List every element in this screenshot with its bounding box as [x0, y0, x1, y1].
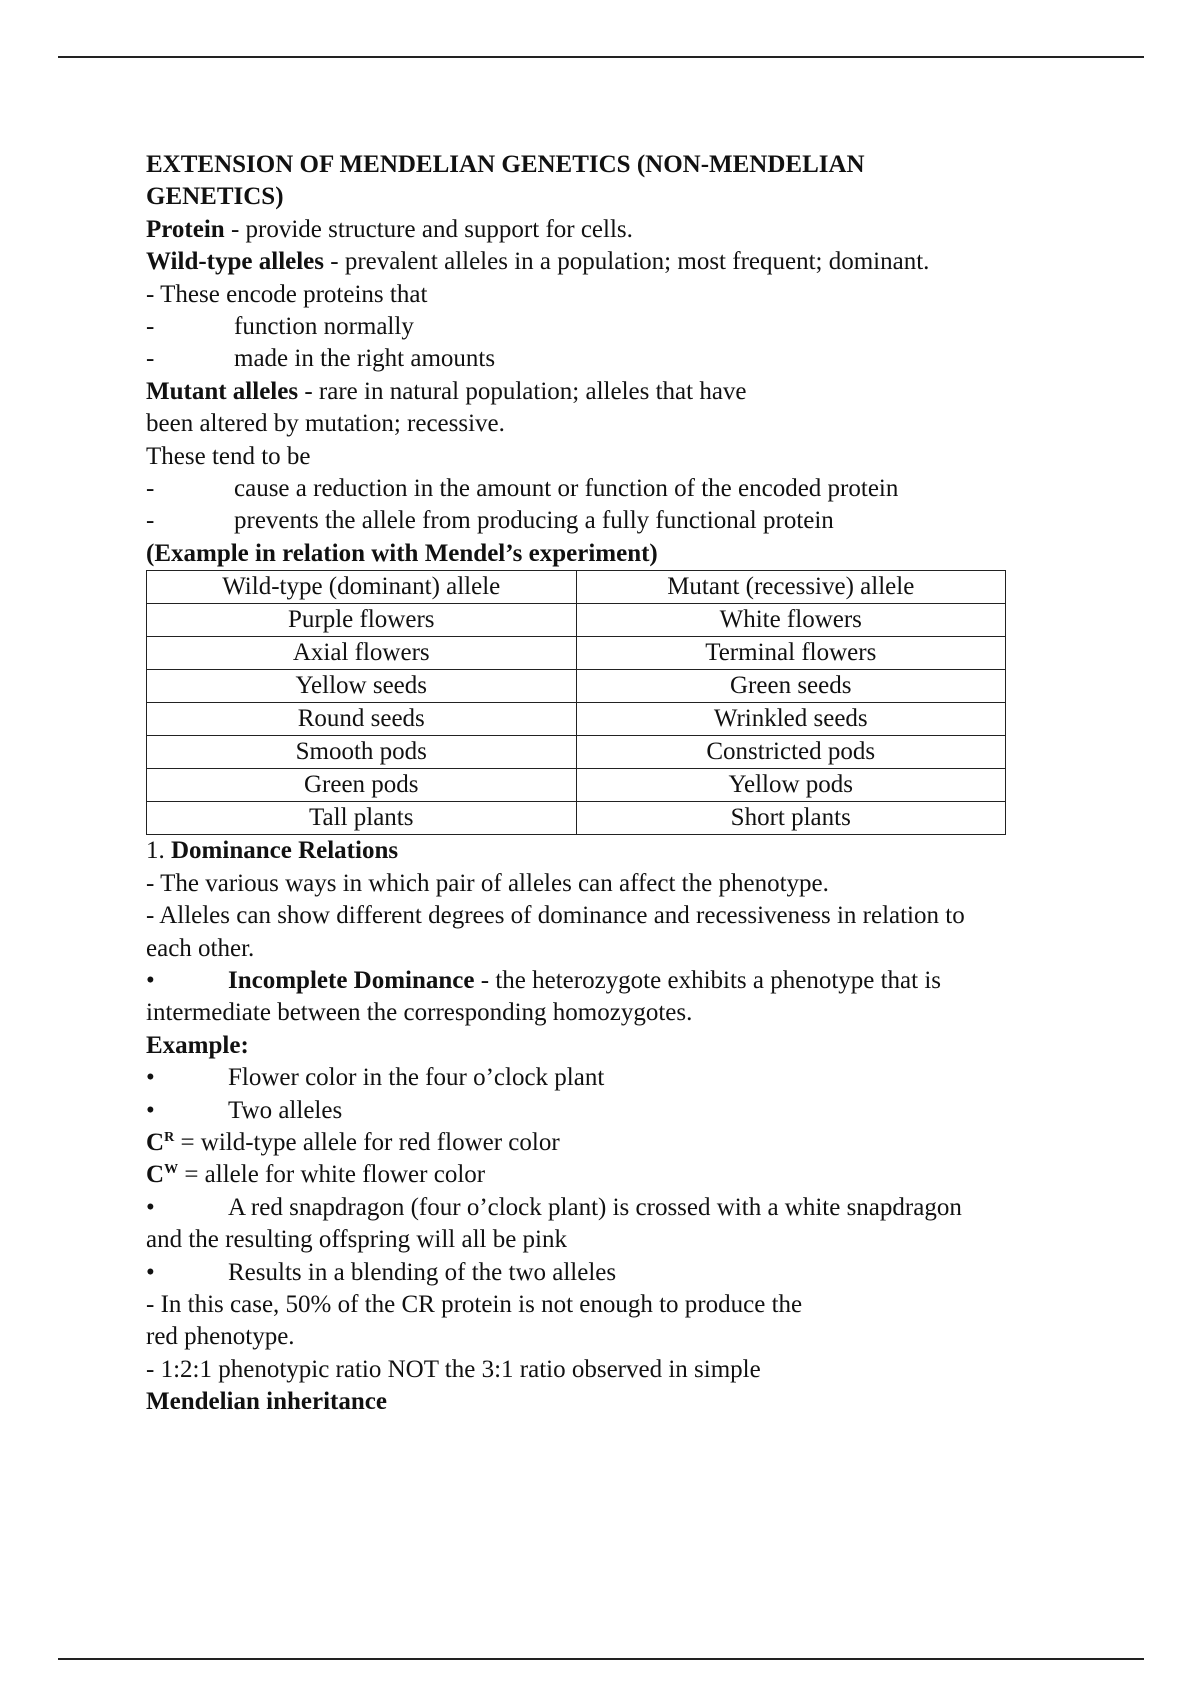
allele-cr-text: = wild-type allele for red flower color — [174, 1128, 560, 1156]
wildtype-point — [146, 311, 1106, 343]
example-heading — [146, 538, 1106, 570]
wildtype-point-text: function normally — [234, 313, 414, 341]
blend-bullet — [146, 1257, 1106, 1289]
wildtype-point — [146, 343, 1106, 375]
case-line-2: red phenotype. — [146, 1323, 295, 1351]
table-cell: Terminal flowers — [576, 637, 1006, 670]
ratio-continuation-text: Mendelian inheritance — [146, 1388, 387, 1416]
allele-cw-symbol: C — [146, 1161, 165, 1189]
mutant-point — [146, 473, 1106, 505]
incomplete-term: Incomplete Dominance — [228, 966, 475, 994]
example-bullet-text: Two alleles — [228, 1096, 343, 1124]
table-cell: Tall plants — [147, 802, 577, 835]
dash-marker: - — [146, 475, 155, 503]
table-cell: Round seeds — [147, 703, 577, 736]
allele-table — [146, 570, 1006, 835]
allele-cr-definition — [146, 1127, 1106, 1159]
incomplete-dominance-text — [228, 965, 941, 997]
document-title-line-2: GENETICS) — [146, 183, 284, 211]
table-cell: Purple flowers — [147, 604, 577, 637]
table-cell: Yellow seeds — [147, 670, 577, 703]
allele-cw-text: = allele for white flower color — [178, 1161, 486, 1189]
header-cell-wildtype: Wild-type (dominant) allele — [147, 571, 577, 604]
table-header-row — [147, 571, 1006, 604]
allele-cw-superscript: W — [164, 1162, 179, 1178]
bullet-marker: • — [146, 1064, 155, 1092]
cross-bullet — [146, 1192, 1106, 1224]
mutant-definition — [146, 376, 1106, 408]
example-bullet-text: Flower color in the four o’clock plant — [228, 1064, 605, 1092]
case-line-1: - In this case, 50% of the CR protein is not enough to produce the — [146, 1290, 803, 1318]
dominance-line-1: - The various ways in which pair of alleles can affect the phenotype. — [146, 869, 829, 897]
table-row — [147, 703, 1006, 736]
table-row — [147, 736, 1006, 769]
wildtype-text: - prevalent alleles in a population; most frequent; dominant. — [324, 248, 930, 276]
section-title: Dominance Relations — [171, 837, 399, 865]
cross-continuation: and the resulting offspring will all be pink — [146, 1226, 567, 1254]
bullet-marker: • — [146, 966, 155, 994]
table-cell: Axial flowers — [147, 637, 577, 670]
allele-cw-definition — [146, 1159, 1106, 1191]
allele-cr-superscript: R — [164, 1129, 175, 1145]
document-title-line-1: EXTENSION OF MENDELIAN GENETICS (NON-MENDELIAN — [146, 151, 865, 178]
table-row — [147, 802, 1006, 835]
mutant-point — [146, 505, 1106, 537]
cross-text: A red snapdragon (four o’clock plant) is crossed with a white snapdragon — [228, 1193, 962, 1221]
table-cell: Yellow pods — [576, 769, 1006, 802]
table-cell: Constricted pods — [576, 736, 1006, 769]
example-bullet — [146, 1062, 1106, 1094]
table-row — [147, 637, 1006, 670]
bullet-marker: • — [146, 1096, 155, 1124]
wildtype-definition — [146, 246, 1106, 278]
mutant-text: - rare in natural population; alleles that have — [298, 377, 747, 405]
protein-text: - provide structure and support for cells. — [224, 215, 633, 243]
table-cell: Green pods — [147, 769, 577, 802]
incomplete-continuation: intermediate between the corresponding homozygotes. — [146, 999, 693, 1027]
incomplete-dominance-bullet — [146, 965, 1106, 997]
mutant-point-text: prevents the allele from producing a fully functional protein — [234, 507, 834, 535]
mutant-intro: These tend to be — [146, 442, 311, 470]
mutant-point-text: cause a reduction in the amount or function of the encoded protein — [234, 475, 899, 503]
mutant-term: Mutant alleles — [146, 377, 299, 405]
protein-definition — [146, 214, 1106, 246]
example-label-text: Example: — [146, 1031, 249, 1059]
table-cell: Wrinkled seeds — [576, 703, 1006, 736]
table-row — [147, 670, 1006, 703]
incomplete-definition: - the heterozygote exhibits a phenotype that is — [474, 966, 942, 994]
bottom-rule — [58, 1658, 1144, 1660]
section-number: 1. — [146, 837, 171, 865]
allele-cr-symbol: C — [146, 1128, 165, 1156]
table-row — [147, 604, 1006, 637]
protein-term: Protein — [146, 215, 225, 243]
top-rule — [58, 56, 1144, 58]
wildtype-term: Wild-type alleles — [146, 248, 325, 276]
table-cell: White flowers — [576, 604, 1006, 637]
bullet-marker: • — [146, 1193, 155, 1221]
dominance-line-3: each other. — [146, 934, 255, 962]
section-heading-dominance — [146, 835, 1106, 867]
dominance-line-2: - Alleles can show different degrees of dominance and recessiveness in relation to — [146, 902, 965, 930]
wildtype-point-text: made in the right amounts — [234, 345, 496, 373]
example-bullet — [146, 1095, 1106, 1127]
table-cell: Short plants — [576, 802, 1006, 835]
wildtype-intro: - These encode proteins that — [146, 280, 428, 308]
bullet-marker: • — [146, 1258, 155, 1286]
table-cell: Smooth pods — [147, 736, 577, 769]
dash-marker: - — [146, 345, 155, 373]
dash-marker: - — [146, 507, 155, 535]
document-body — [146, 149, 1106, 1419]
table-row — [147, 769, 1006, 802]
table-cell: Green seeds — [576, 670, 1006, 703]
blend-text: Results in a blending of the two alleles — [228, 1258, 617, 1286]
dash-marker: - — [146, 313, 155, 341]
header-cell-mutant: Mutant (recessive) allele — [576, 571, 1006, 604]
ratio-continuation — [146, 1386, 1106, 1418]
ratio-line: - 1:2:1 phenotypic ratio NOT the 3:1 ratio observed in simple — [146, 1355, 761, 1383]
mutant-continuation: been altered by mutation; recessive. — [146, 410, 505, 438]
example-heading-text: (Example in relation with Mendel’s experiment) — [146, 539, 658, 567]
example-label — [146, 1030, 1106, 1062]
